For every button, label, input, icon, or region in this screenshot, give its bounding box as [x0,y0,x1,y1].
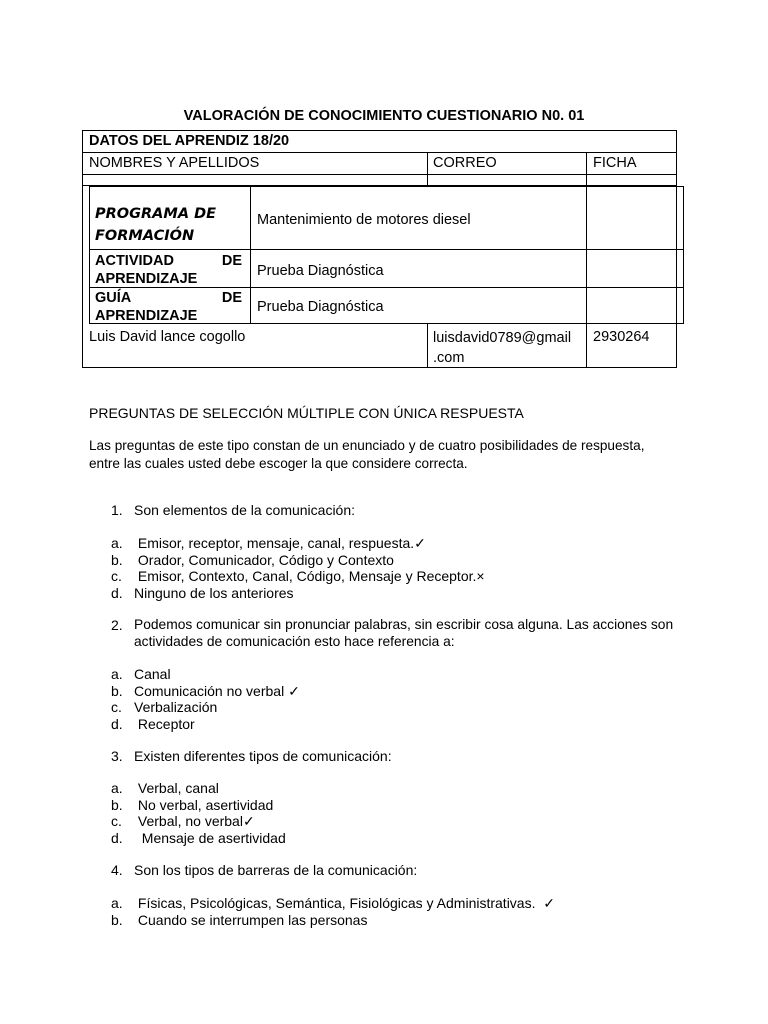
program-value: Mantenimiento de motores diesel [257,212,471,228]
options-list [111,895,555,928]
question-number: 4. [111,862,123,878]
list-item: d. Ninguno de los anteriores [111,584,294,601]
section-title: DATOS DEL APRENDIZ 18/20 [89,133,290,149]
list-item: d. Mensaje de asertividad [111,829,286,846]
table-divider [586,324,587,368]
question-text: Son los tipos de barreras de la comunicación: [134,862,418,878]
inner-table-border [250,186,251,324]
table-divider [427,152,428,185]
section-heading: PREGUNTAS DE SELECCIÓN MÚLTIPLE CON ÚNICA RESPUESTA [89,405,524,421]
list-item: c. Emisor, Contexto, Canal, Código, Mensaje y Receptor.× [111,568,485,584]
list-item: b. Comunicación no verbal ✓ [111,682,300,699]
options-list [111,666,300,732]
col-header-ficha: FICHA [593,155,637,171]
program-label: PROGRAMA DE FORMACIÓN [95,206,217,244]
table-divider [427,324,428,368]
options-list [111,780,286,846]
list-item: a. Verbal, canal [111,780,219,796]
inner-table-border [89,249,684,250]
intro-paragraph: Las preguntas de este tipo constan de un enunciado y de cuatro posibilidades de respuesta, entre las cuales usted debe escoger la que considere correcta. [89,438,645,471]
options-list [111,535,485,601]
table-divider [586,152,587,185]
guide-label: GUÍA DE APRENDIZAJE [95,290,242,324]
list-item: a. Emisor, receptor, mensaje, canal, respuesta.✓ [111,535,426,551]
inner-table-border [89,186,90,324]
list-item: b. No verbal, asertividad [111,796,274,813]
list-item: b. Cuando se interrumpen las personas [111,911,368,928]
document-title: VALORACIÓN DE CONOCIMIENTO CUESTIONARIO N0. 01 [183,108,585,124]
inner-table-border [89,186,684,187]
list-item: d. Receptor [111,715,195,732]
question-text: Existen diferentes tipos de comunicación: [134,748,392,764]
question-text: Podemos comunicar sin pronunciar palabras, sin escribir cosa alguna. Las acciones son actividades de comunicación esto hace referencia a: [134,617,674,649]
student-ficha: 2930264 [593,329,650,345]
col-header-names: NOMBRES Y APELLIDOS [89,155,260,171]
list-item: c. Verbalización [111,699,218,715]
student-name: Luis David lance cogollo [89,329,246,345]
table-divider [82,174,677,175]
student-email: luisdavid0789@gmail .com [433,330,572,366]
list-item: a. Físicas, Psicológicas, Semántica, Fisiológicas y Administrativas. ✓ [111,895,555,911]
inner-table-border [683,186,684,324]
col-header-email: CORREO [433,155,497,171]
question-text: Son elementos de la comunicación: [134,502,356,518]
list-item: a. Canal [111,666,171,682]
activity-value: Prueba Diagnóstica [257,263,384,279]
guide-value: Prueba Diagnóstica [257,299,384,315]
question-number: 3. [111,748,123,764]
question-number: 1. [111,502,123,518]
activity-label: ACTIVIDAD DE APRENDIZAJE [95,253,242,287]
list-item: b. Orador, Comunicador, Código y Contexto [111,551,394,568]
table-divider [82,152,677,153]
list-item: c. Verbal, no verbal✓ [111,813,255,829]
question-number: 2. [111,617,123,633]
inner-table-border [586,186,587,324]
